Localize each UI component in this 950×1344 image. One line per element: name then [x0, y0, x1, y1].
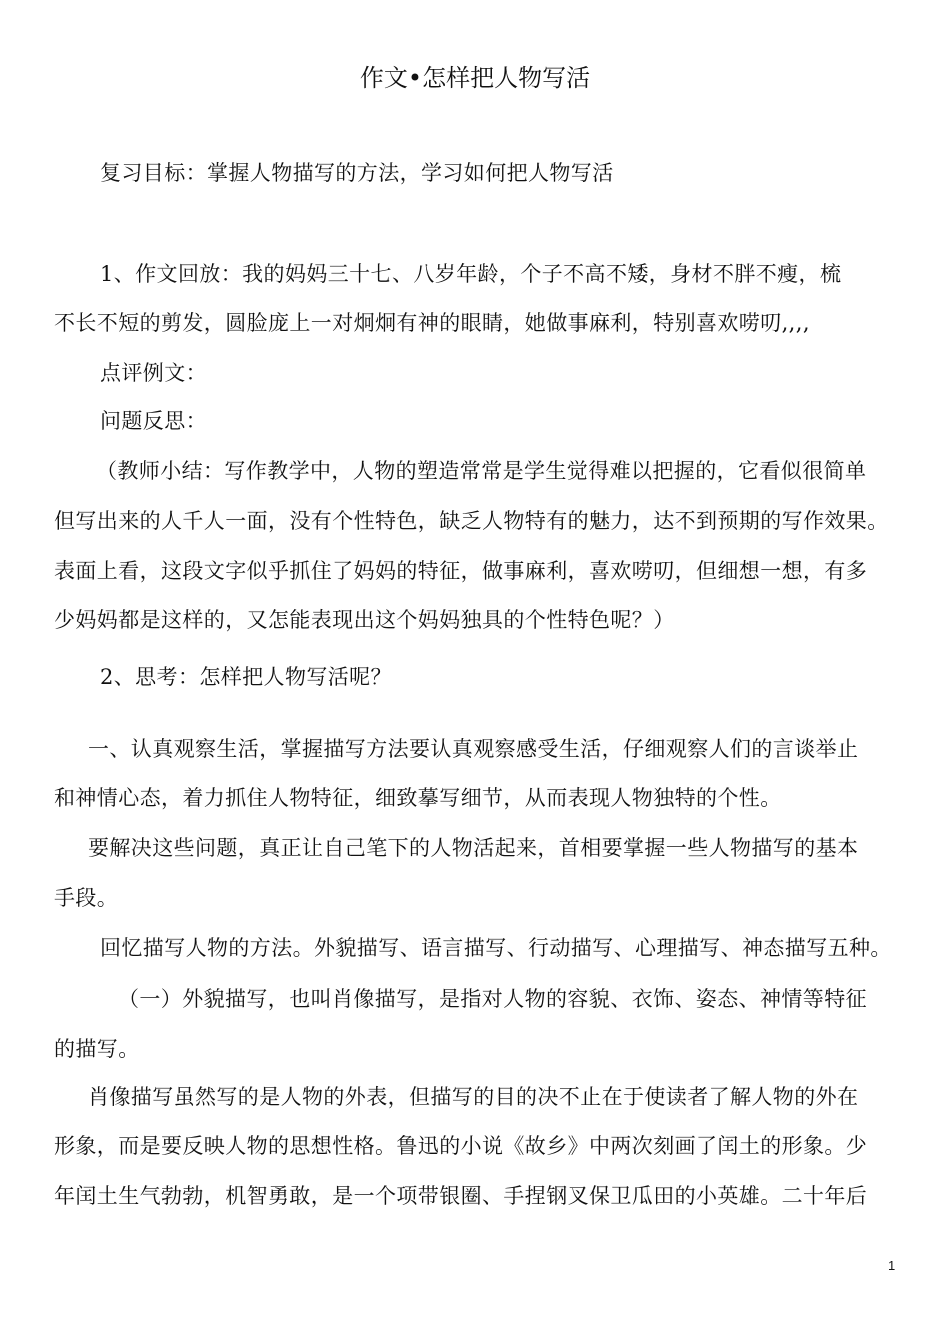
reflection-label: 问题反思：: [100, 409, 207, 433]
paragraph-line: 要解决这些问题，真正让自己笔下的人物活起来，首相要掌握一些人物描写的基本: [88, 836, 859, 860]
paragraph-line: 年闰土生气勃勃，机智勇敢，是一个项带银圈、手捏钢叉保卫瓜田的小英雄。二十年后: [54, 1184, 868, 1208]
paragraph-line: 的描写。: [54, 1037, 140, 1061]
paragraph-line: 和神情心态，着力抓住人物特征，细致摹写细节，从而表现人物独特的个性。: [54, 786, 782, 810]
paragraph-line: 表面上看，这段文字似乎抓住了妈妈的特征，做事麻利，喜欢唠叨，但细想一想，有多: [54, 559, 868, 583]
paragraph-line: 形象，而是要反映人物的思想性格。鲁迅的小说《故乡》中两次刻画了闰土的形象。少: [54, 1134, 868, 1158]
paragraph-line: 但写出来的人千人一面，没有个性特色，缺乏人物特有的魅力，达不到预期的写作效果。: [54, 509, 889, 533]
paragraph-line: 不长不短的剪发，圆脸庞上一对炯炯有神的眼睛，她做事麻利，特别喜欢唠叨,,,,: [54, 311, 810, 335]
paragraph-line: 一、认真观察生活，掌握描写方法要认真观察感受生活，仔细观察人们的言谈举止: [88, 737, 859, 761]
paragraph-line: （教师小结：写作教学中，人物的塑造常常是学生觉得难以把握的，它看似很简单: [96, 459, 867, 483]
comment-label: 点评例文：: [100, 361, 207, 385]
document-title: 作文•怎样把人物写活: [359, 64, 591, 92]
paragraph-line: 回忆描写人物的方法。外貌描写、语言描写、行动描写、心理描写、神态描写五种。: [100, 936, 892, 960]
page-number: 1: [888, 1258, 896, 1273]
section-heading: 2、思考：怎样把人物写活呢？: [100, 665, 392, 689]
paragraph-line: 肖像描写虽然写的是人物的外表，但描写的目的决不止在于使读者了解人物的外在: [88, 1085, 859, 1109]
paragraph-line: （一）外貌描写，也叫肖像描写，是指对人物的容貌、衣饰、姿态、神情等特征: [118, 987, 867, 1011]
paragraph-line: 1、作文回放：我的妈妈三十七、八岁年龄，个子不高不矮，身材不胖不瘦，梳: [100, 262, 842, 286]
paragraph-line: 手段。: [54, 886, 119, 910]
paragraph-line: 少妈妈都是这样的，又怎能表现出这个妈妈独具的个性特色呢？）: [54, 608, 675, 632]
review-goal: 复习目标：掌握人物描写的方法，学习如何把人物写活: [100, 161, 614, 185]
